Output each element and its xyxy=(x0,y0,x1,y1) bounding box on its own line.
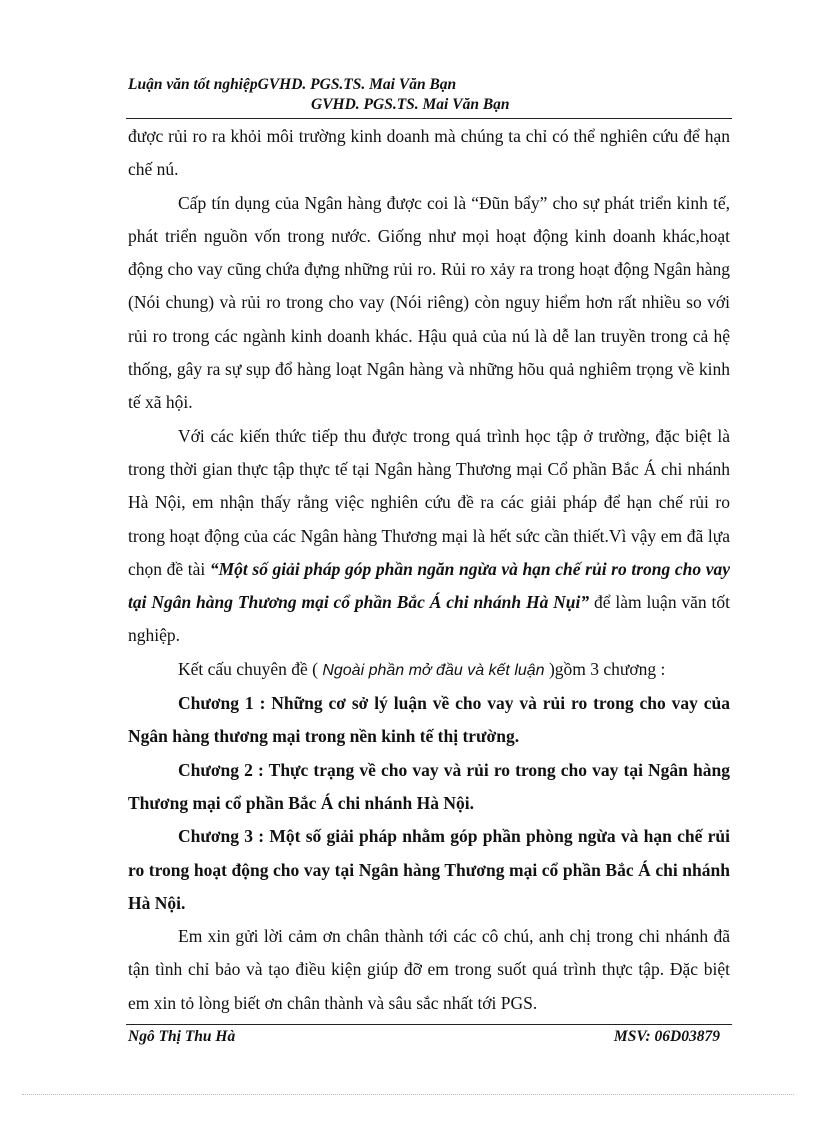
paragraph-topic-end: để làm luận văn tốt nghiệp. xyxy=(128,592,730,646)
header-line-2: GVHD. PGS.TS. Mai Văn Bạn xyxy=(311,96,510,113)
paragraph-structure xyxy=(128,653,730,687)
footer-student-id: MSV: 06D03879 xyxy=(613,1028,720,1045)
chapter-1: Chương 1 : Những cơ sở lý luận về cho vay và rủi ro trong cho vay của Ngân hàng thương mại trong nền kinh tế thị trường. xyxy=(128,693,730,747)
paragraph-topic-choice xyxy=(128,420,730,653)
thesis-title: “Một số giải pháp góp phần ngăn ngừa và hạn chế rủi ro trong cho vay tại Ngân hàng Thương mại cổ phần Bắc Á chi nhánh Hà Nụi” xyxy=(128,558,730,613)
structure-intro: Kết cấu chuyên đề ( xyxy=(178,658,323,679)
paragraph-topic-intro: Với các kiến thức tiếp thu được trong quá trình học tập ở trường, đặc biệt là trong thời gian thực tập thực tế tại Ngân hàng Thương mại Cổ phần Bắc Á chi nhánh Hà Nội, em nhận thấy rằng việc nghiên cứu đề ra các giải pháp để hạn chế rủi ro trong hoạt động của các Ngân hàng Thương mại là hết sức cần thiết.Vì vậy em đã lựa chọn đề tài xyxy=(128,425,730,579)
page-bottom-dotted-line xyxy=(22,1094,794,1095)
footer-author: Ngô Thị Thu Hà xyxy=(128,1028,236,1045)
chapter-2: Chương 2 : Thực trạng về cho vay và rủi ro trong cho vay tại Ngân hàng Thương mại cổ phần Bắc Á chi nhánh Hà Nội. xyxy=(128,759,730,813)
header-line-1: Luận văn tốt nghiệpGVHD. PGS.TS. Mai Văn Bạn xyxy=(128,76,457,93)
header-rule xyxy=(126,118,732,119)
structure-note: Ngoài phần mở đầu và kết luận xyxy=(322,661,545,679)
document-body xyxy=(128,120,730,1020)
chapter-3: Chương 3 : Một số giải pháp nhằm góp phần phòng ngừa và hạn chế rủi ro trong hoạt động cho vay tại Ngân hàng Thương mại cổ phần Bắc Á chi nhánh Hà Nội. xyxy=(128,826,730,913)
paragraph-credit-lever: Cấp tín dụng của Ngân hàng được coi là “Đũn bẩy” cho sự phát triển kinh tế, phát triển nguồn vốn trong nước. Giống như mọi hoạt động kinh doanh khác,hoạt động cho vay cũng chứa đựng những rủi ro. Rủi ro xảy ra trong hoạt động Ngân hàng (Nói chung) và rủi ro trong cho vay (Nói riêng) còn nguy hiểm hơn rất nhiều so với rủi ro trong các ngành kinh doanh khác. Hậu quả của nú là dễ lan truyền trong cả hệ thống, gây ra sự sụp đổ hàng loạt Ngân hàng và những hõu quả nghiêm trọng về kinh tế xã hội. xyxy=(128,192,730,413)
paragraph-thanks: Em xin gửi lời cảm ơn chân thành tới các cô chú, anh chị trong chi nhánh đã tận tình chỉ bảo và tạo điều kiện giúp đỡ em trong suốt quá trình thực tập. Đặc biệt em xin tỏ lòng biết ơn chân thành và sâu sắc nhất tới PGS. xyxy=(128,926,730,1013)
paragraph-continuation: được rủi ro ra khỏi môi trường kinh doanh mà chúng ta chỉ có thể nghiên cứu để hạn chế nú. xyxy=(128,126,730,180)
structure-end: )gồm 3 chương : xyxy=(544,658,666,679)
footer-rule xyxy=(126,1024,732,1025)
